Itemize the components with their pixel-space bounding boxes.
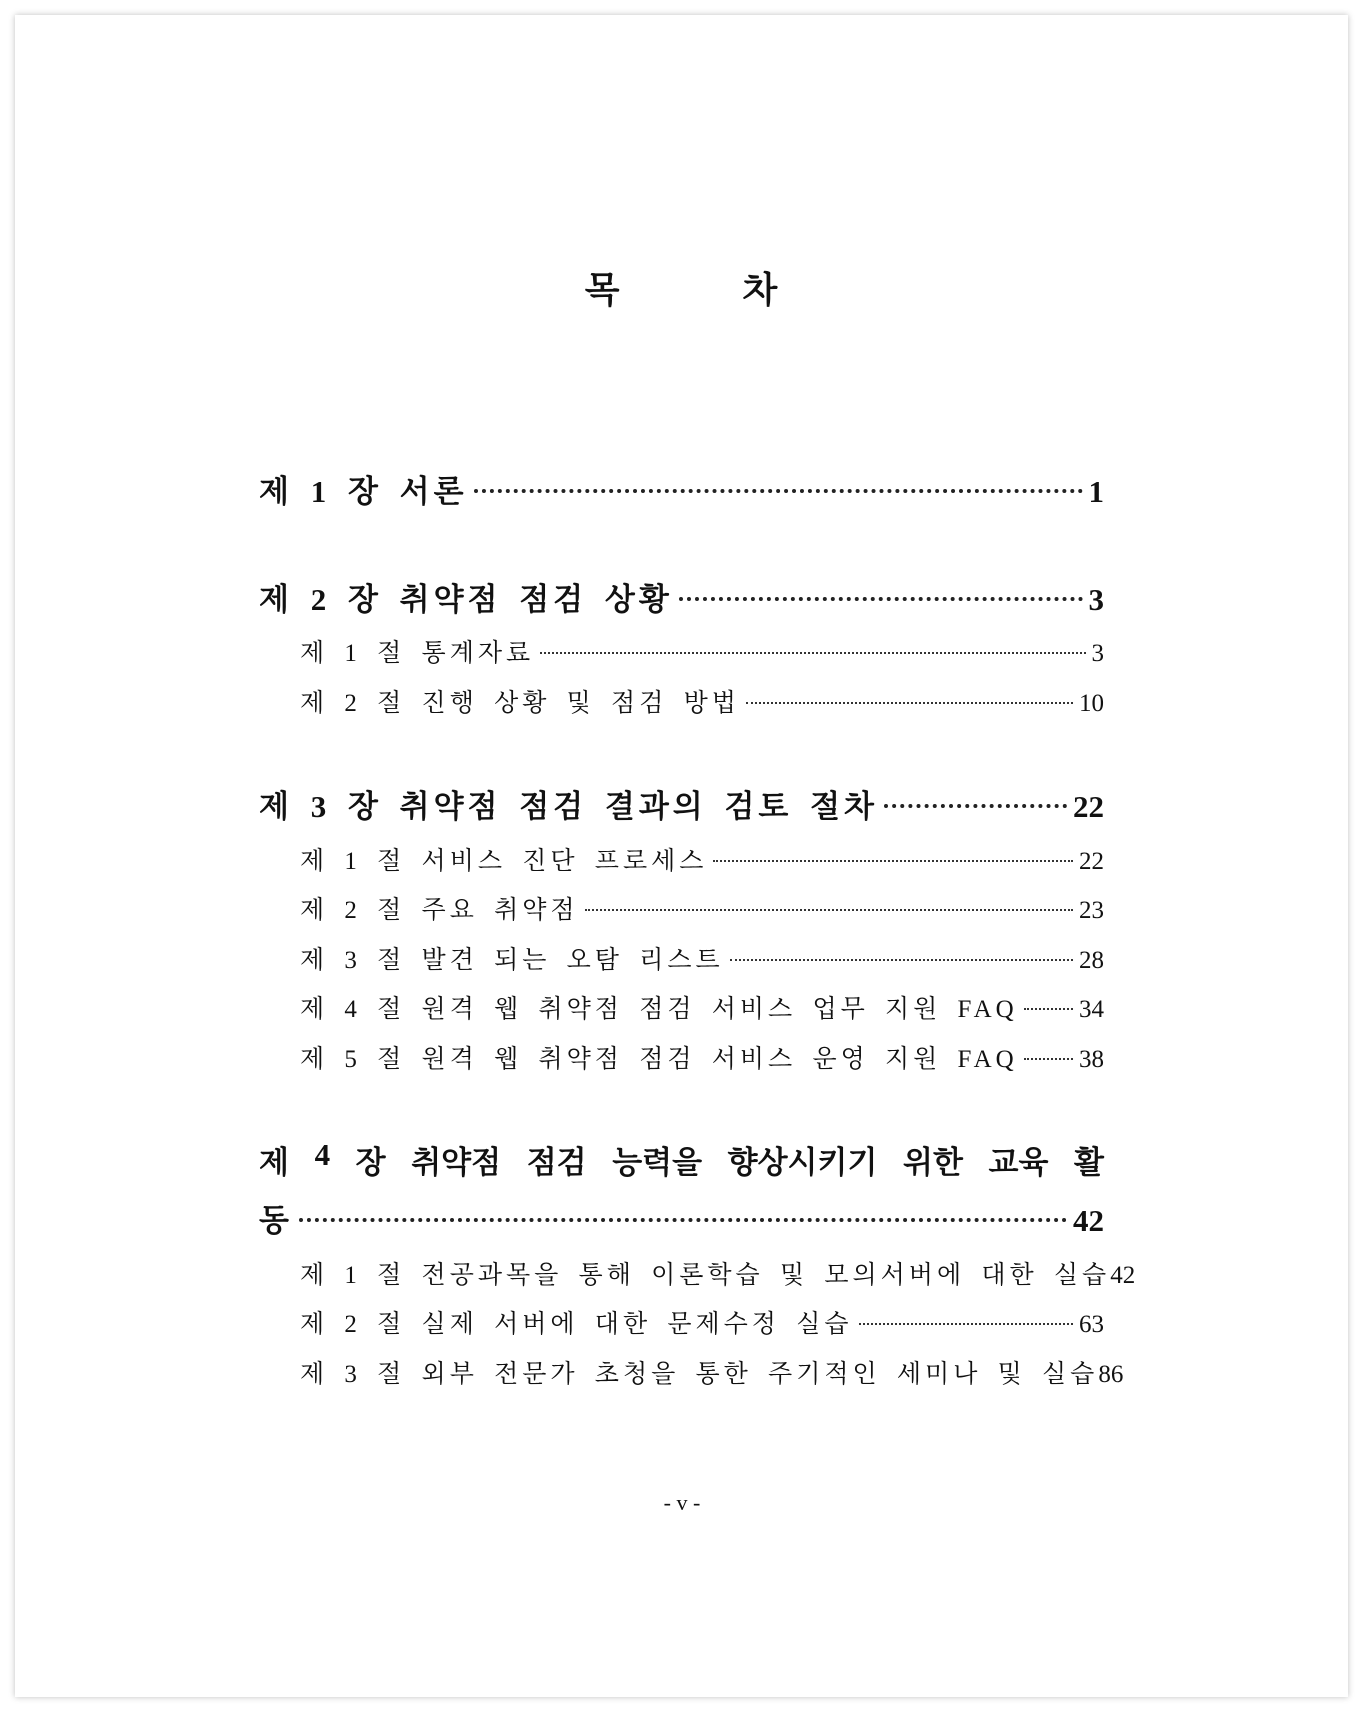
toc-section[interactable] <box>300 633 1104 669</box>
toc-label: 제 3 절 발견 되는 오탐 리스트 <box>300 947 724 974</box>
dot-leader <box>585 909 1073 911</box>
dot-leader <box>299 1218 1067 1222</box>
toc-word: 4 <box>314 1137 331 1172</box>
toc-label: 제 4 절 원격 웹 취약점 점검 서비스 업무 지원 FAQ <box>300 996 1018 1023</box>
toc-word: 취약점 <box>411 1145 502 1180</box>
toc-label: 제 5 절 원격 웹 취약점 점검 서비스 운영 지원 FAQ <box>300 1046 1018 1073</box>
toc-chapter-4-line1[interactable] <box>259 1137 1104 1182</box>
toc-word: 위한 <box>903 1145 963 1180</box>
toc-page: 28 <box>1079 947 1104 974</box>
toc-chapter-2[interactable] <box>259 574 1104 619</box>
toc-label: 제 3 장 취약점 점검 결과의 검토 절차 <box>259 789 878 824</box>
toc-page: 3 <box>1091 640 1104 667</box>
page-number: - v - <box>663 1490 701 1515</box>
toc-page: 34 <box>1079 996 1104 1023</box>
dot-leader <box>1024 1058 1073 1060</box>
toc-label: 제 2 장 취약점 점검 상황 <box>259 582 673 617</box>
toc-word: 향상시키기 <box>727 1145 878 1180</box>
toc-page: 22 <box>1073 789 1104 824</box>
toc-label: 제 1 절 전공과목을 통해 이론학습 및 모의서버에 대한 실습 <box>300 1262 1111 1289</box>
toc-word: 점검 <box>526 1145 587 1180</box>
toc-page: 63 <box>1079 1311 1104 1338</box>
toc-page: 86 <box>1098 1361 1124 1388</box>
toc-section[interactable] <box>300 890 1104 926</box>
toc-page: 42 <box>1073 1203 1104 1238</box>
toc-chapter-1[interactable] <box>259 466 1104 511</box>
toc-page: 10 <box>1079 690 1104 717</box>
toc-word: 능력을 <box>612 1145 703 1180</box>
toc-title: 목 차 <box>584 270 780 310</box>
toc-label: 제 2 절 실제 서버에 대한 문제수정 실습 <box>300 1311 853 1338</box>
toc-word: 제 <box>259 1145 289 1180</box>
dot-leader <box>746 702 1073 704</box>
toc-label: 제 1 절 서비스 진단 프로세스 <box>300 848 708 875</box>
toc-label: 제 1 절 통계자료 <box>300 640 535 667</box>
dot-leader <box>540 652 1085 654</box>
toc-label: 제 2 절 주요 취약점 <box>300 897 579 924</box>
toc-section[interactable] <box>300 683 1104 719</box>
dot-leader <box>1024 1008 1073 1010</box>
dot-leader <box>730 959 1073 961</box>
toc-section[interactable] <box>300 841 1104 877</box>
toc-chapter-3[interactable] <box>259 781 1104 826</box>
toc-label: 제 1 장 서론 <box>259 474 468 509</box>
toc-section[interactable] <box>300 1304 1104 1340</box>
dot-leader <box>474 489 1083 493</box>
toc-word: 장 <box>355 1145 386 1180</box>
toc-label: 제 3 절 외부 전문가 초청을 통한 주기적인 세미나 및 실습 <box>300 1361 1099 1388</box>
toc-word: 교육 <box>988 1145 1049 1180</box>
toc-page: 1 <box>1088 474 1104 509</box>
toc-chapter-4-line2[interactable] <box>259 1195 1104 1240</box>
dot-leader <box>713 860 1073 862</box>
toc-label: 제 2 절 진행 상황 및 점검 방법 <box>300 690 740 717</box>
dot-leader <box>679 597 1083 601</box>
toc-page: 23 <box>1079 897 1104 924</box>
dot-leader <box>859 1323 1073 1325</box>
toc-section[interactable] <box>300 1039 1104 1075</box>
toc-section[interactable] <box>300 1255 1136 1291</box>
toc-section[interactable] <box>300 989 1104 1025</box>
toc-label: 동 <box>259 1203 293 1238</box>
toc-page: 38 <box>1079 1046 1104 1073</box>
toc-word: 활 <box>1074 1145 1104 1180</box>
toc-section[interactable] <box>300 1354 1124 1390</box>
toc-section[interactable] <box>300 940 1104 976</box>
toc-page: 3 <box>1088 582 1104 617</box>
toc-page: 22 <box>1079 848 1104 875</box>
dot-leader <box>884 804 1067 808</box>
toc-page: 42 <box>1110 1262 1136 1289</box>
